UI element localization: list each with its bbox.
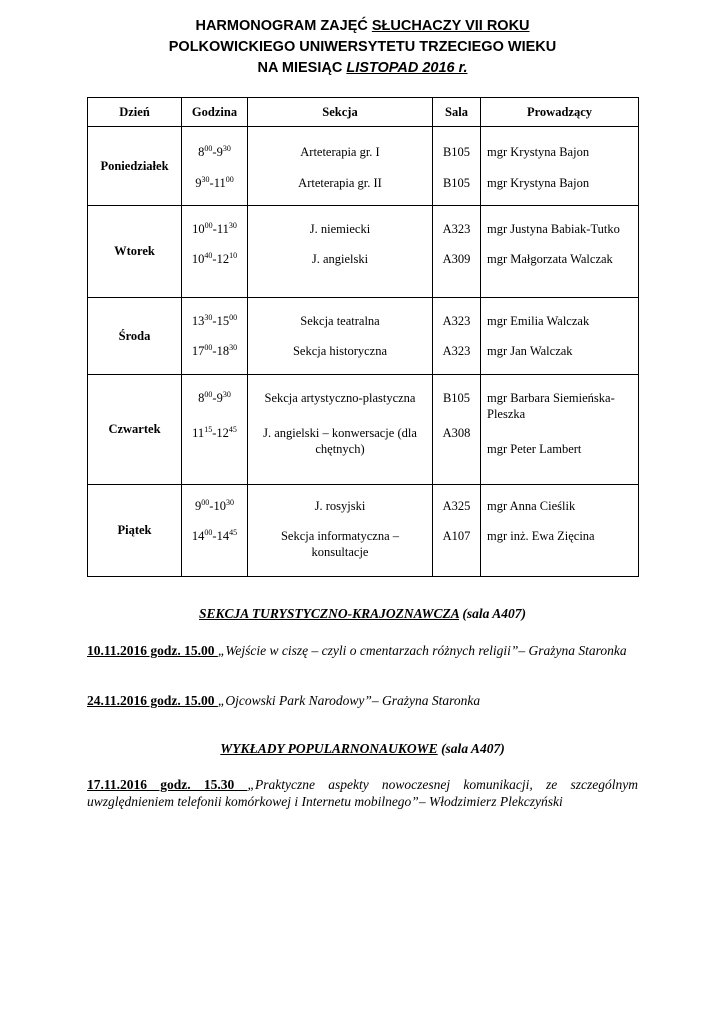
- room-text: A323: [442, 344, 471, 358]
- section-text: Sekcja historyczna: [292, 344, 388, 358]
- column-header: Prowadzący: [481, 98, 639, 127]
- section-text: J. angielski: [311, 252, 369, 266]
- tourism-section-title: [0, 606, 725, 622]
- time-range: $9^{00}-10^{30}$: [195, 498, 234, 513]
- section-text: J. angielski – konwersacje (dla chętnych): [263, 426, 417, 456]
- teacher-cell: [481, 206, 639, 298]
- column-header: Godzina: [182, 98, 248, 127]
- event-description: „Praktyczne aspekty nowoczesnej komunikacji, ze szczególnym uwzględnieniem telefonii komórkowej i Internetu mobilnego”– Włodzimierz Plekczyński: [87, 777, 638, 809]
- time-end: 12: [216, 426, 229, 440]
- time-end: 14: [216, 529, 230, 543]
- room-text: A107: [442, 529, 471, 543]
- table-row: [88, 206, 639, 298]
- time-range: $17^{00}-18^{30}$: [191, 343, 238, 358]
- header-line-3-a: NA MIESIĄC: [257, 60, 347, 76]
- tourism-title-room: (sala A407): [458, 606, 526, 621]
- room-cell: [433, 485, 481, 577]
- time-range: $9^{30}-11^{00}$: [195, 175, 234, 190]
- event-date: 10.11.2016 godz. 15.00: [87, 643, 218, 658]
- time-end-min: 30: [229, 343, 238, 352]
- day-cell: Czwartek: [88, 375, 182, 485]
- header-line-1-a: HARMONOGRAM ZAJĘĆ: [195, 18, 372, 34]
- lecture-event: [87, 776, 638, 810]
- table-header-row: [88, 98, 639, 127]
- time-end-min: 30: [228, 221, 237, 230]
- section-text: J. rosyjski: [314, 499, 366, 513]
- event-date: 17.11.2016 godz. 15.30: [87, 777, 248, 792]
- teacher-text: mgr inż. Ewa Zięcina: [487, 529, 595, 543]
- time-cell: [182, 298, 248, 375]
- room-text: B105: [442, 145, 471, 159]
- section-text: Sekcja informatyczna – konsultacje: [280, 529, 399, 559]
- teacher-text: mgr Małgorzata Walczak: [487, 252, 613, 266]
- day-cell: Środa: [88, 298, 182, 375]
- teacher-text: mgr Justyna Babiak-Tutko: [487, 222, 620, 236]
- time-range: $8^{00}-9^{30}$: [198, 390, 231, 405]
- lectures-section-title: [0, 741, 725, 757]
- table-row: [88, 127, 639, 206]
- header-line-3-b: LISTOPAD 2016 r.: [346, 60, 468, 76]
- lectures-title-room: (sala A407): [437, 741, 505, 756]
- time-range: $13^{30}-15^{00}$: [191, 313, 238, 328]
- time-end-min: 00: [225, 175, 234, 184]
- time-end: 18: [216, 344, 230, 358]
- table-row: [88, 375, 639, 485]
- time-end-min: 30: [225, 498, 234, 507]
- header-line-2: POLKOWICKIEGO UNIWERSYTETU TRZECIEGO WIEKU: [168, 39, 557, 55]
- document-header: [0, 16, 725, 79]
- column-header: Sekcja: [248, 98, 433, 127]
- time-range: $8^{00}-9^{30}$: [198, 144, 231, 159]
- header-line-1: [0, 16, 725, 37]
- time-cell: [182, 375, 248, 485]
- time-end: 10: [213, 499, 226, 513]
- room-cell: [433, 375, 481, 485]
- time-end-min: 45: [228, 425, 237, 434]
- section-text: J. niemiecki: [309, 222, 371, 236]
- room-text: A309: [442, 252, 471, 266]
- teacher-cell: [481, 485, 639, 577]
- time-start-min: 00: [204, 221, 213, 230]
- room-text: A308: [442, 426, 471, 440]
- event-description: „Wejście w ciszę – czyli o cmentarzach różnych religii”– Grażyna Staronka: [217, 643, 627, 658]
- time-start: 10: [192, 222, 205, 236]
- header-line-3: [0, 58, 725, 79]
- event-description: „Ojcowski Park Narodowy”– Grażyna Staronka: [217, 693, 481, 708]
- header-line-1-b: SŁUCHACZY VII ROKU: [371, 18, 530, 34]
- time-cell: [182, 206, 248, 298]
- section-cell: [248, 485, 433, 577]
- section-cell: [248, 127, 433, 206]
- time-end: 9: [216, 391, 223, 405]
- teacher-cell: [481, 298, 639, 375]
- time-start: 8: [198, 391, 205, 405]
- room-cell: [433, 206, 481, 298]
- teacher-text: mgr Barbara Siemieńska-Pleszka: [487, 391, 615, 421]
- time-end-min: 10: [229, 251, 238, 260]
- schedule-table: [87, 97, 639, 577]
- day-cell: Wtorek: [88, 206, 182, 298]
- event-date: 24.11.2016 godz. 15.00: [87, 693, 218, 708]
- time-end-min: 45: [229, 528, 238, 537]
- time-range: $11^{15}-12^{45}$: [192, 425, 237, 440]
- section-cell: [248, 298, 433, 375]
- section-text: Sekcja teatralna: [300, 314, 380, 328]
- time-range: $10^{40}-12^{10}$: [191, 251, 238, 266]
- time-start: 10: [191, 252, 205, 266]
- time-end-min: 30: [222, 390, 231, 399]
- time-cell: [182, 127, 248, 206]
- room-text: A323: [442, 222, 471, 236]
- table-row: [88, 485, 639, 577]
- time-start: 13: [191, 314, 205, 328]
- room-text: B105: [442, 391, 471, 405]
- time-end: 11: [213, 176, 226, 190]
- teacher-cell: [481, 375, 639, 485]
- time-start: 8: [198, 145, 205, 159]
- time-start: 17: [191, 344, 205, 358]
- time-start: 14: [191, 529, 205, 543]
- time-start-min: 00: [201, 498, 210, 507]
- time-start-min: 00: [204, 343, 213, 352]
- time-range: $14^{00}-14^{45}$: [191, 528, 238, 543]
- time-cell: [182, 485, 248, 577]
- time-start-min: 00: [204, 144, 213, 153]
- teacher-text: mgr Krystyna Bajon: [487, 145, 590, 159]
- teacher-text: mgr Peter Lambert: [487, 442, 582, 456]
- room-cell: [433, 127, 481, 206]
- time-end: 12: [216, 252, 230, 266]
- lectures-title-main: WYKŁADY POPULARNONAUKOWE: [220, 741, 438, 756]
- teacher-text: mgr Jan Walczak: [487, 344, 573, 358]
- teacher-text: mgr Krystyna Bajon: [487, 176, 590, 190]
- time-start: 9: [195, 499, 202, 513]
- time-start-min: 15: [204, 425, 213, 434]
- time-start-min: 00: [204, 528, 213, 537]
- teacher-text: mgr Emilia Walczak: [487, 314, 590, 328]
- time-start-min: 30: [204, 313, 213, 322]
- teacher-cell: [481, 127, 639, 206]
- time-end-min: 00: [229, 313, 238, 322]
- column-header: Sala: [433, 98, 481, 127]
- time-end: 11: [216, 222, 229, 236]
- time-end: 9: [216, 145, 223, 159]
- section-text: Arteterapia gr. I: [300, 145, 380, 159]
- section-text: Arteterapia gr. II: [298, 176, 382, 190]
- table-row: [88, 298, 639, 375]
- room-cell: [433, 298, 481, 375]
- day-cell: Poniedziałek: [88, 127, 182, 206]
- section-cell: [248, 375, 433, 485]
- room-text: A323: [442, 314, 471, 328]
- column-header: Dzień: [88, 98, 182, 127]
- time-end-min: 30: [222, 144, 231, 153]
- time-range: $10^{00}-11^{30}$: [192, 221, 237, 236]
- tourism-event: [87, 692, 638, 709]
- day-cell: Piątek: [88, 485, 182, 577]
- time-start-min: 30: [201, 175, 210, 184]
- teacher-text: mgr Anna Cieślik: [487, 499, 576, 513]
- time-start-min: 00: [204, 390, 213, 399]
- section-text: Sekcja artystyczno-plastyczna: [264, 391, 416, 405]
- time-start: 11: [192, 426, 205, 440]
- time-start-min: 40: [204, 251, 213, 260]
- section-cell: [248, 206, 433, 298]
- time-end: 15: [216, 314, 230, 328]
- tourism-event: [87, 642, 638, 659]
- tourism-title-main: SEKCJA TURYSTYCZNO-KRAJOZNAWCZA: [199, 606, 459, 621]
- room-text: A325: [442, 499, 471, 513]
- room-text: B105: [442, 176, 471, 190]
- time-start: 9: [195, 176, 202, 190]
